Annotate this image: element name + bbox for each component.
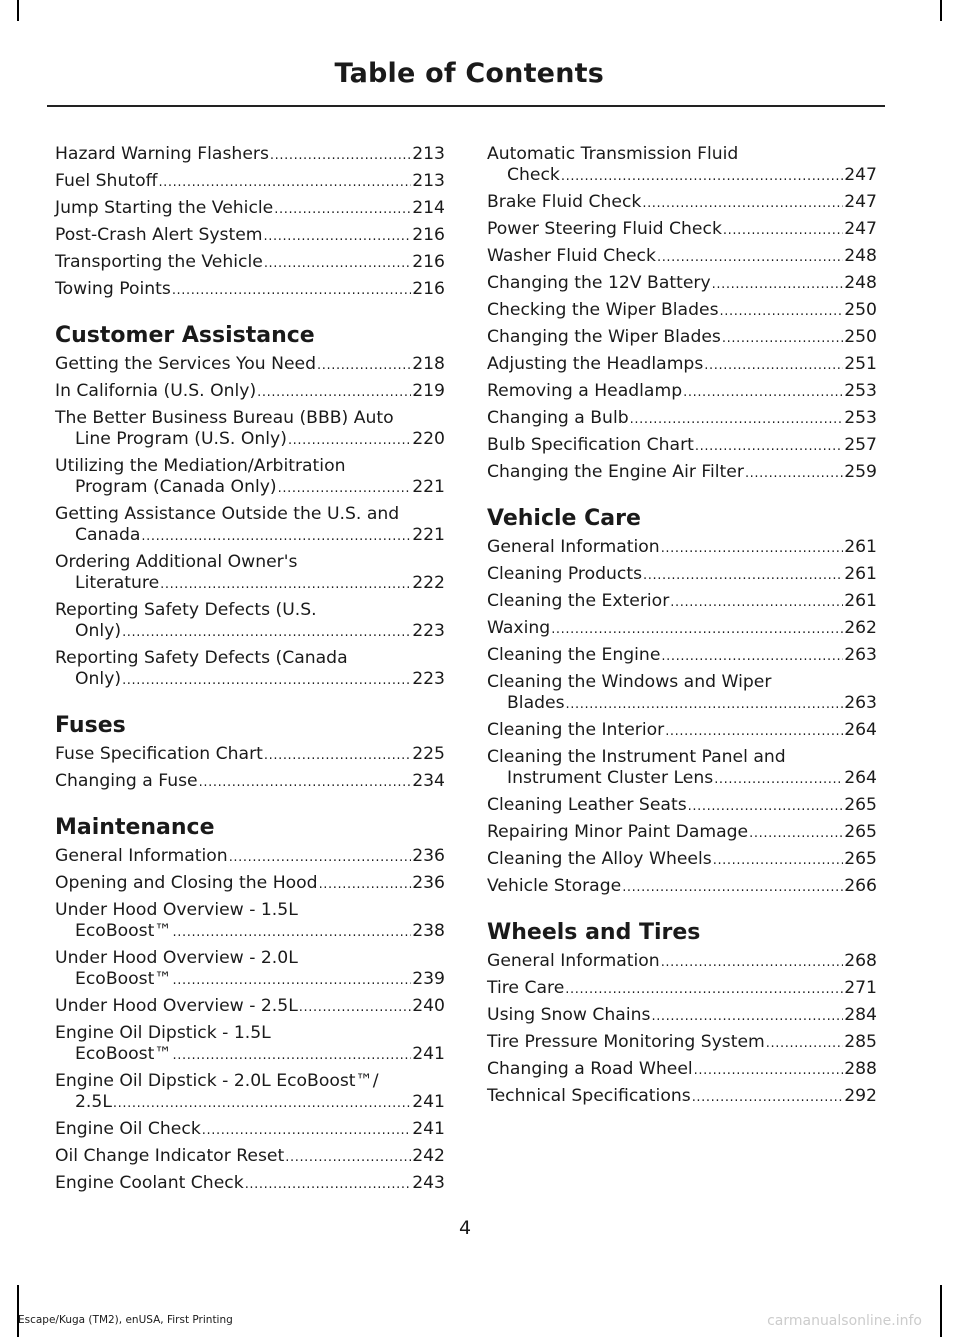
toc-entry[interactable]: [55, 198, 445, 220]
toc-entry-page: 265: [844, 822, 877, 842]
toc-entry-title: Ordering Additional Owner's: [55, 552, 298, 572]
toc-entry-page: 263: [844, 645, 877, 665]
toc-entry-title-cont: Instrument Cluster Lens: [507, 768, 714, 788]
crop-mark-bottom-left: [17, 1285, 19, 1337]
toc-entry-title: Removing a Headlamp: [487, 381, 683, 401]
toc-entry-title: Towing Points: [55, 279, 171, 299]
toc-entry-title: Tire Care: [487, 978, 565, 998]
leader-dots: [665, 720, 843, 742]
toc-entry[interactable]: [487, 951, 877, 973]
leader-dots: [642, 192, 843, 214]
toc-entry-title: Vehicle Storage: [487, 876, 622, 896]
leader-dots: [661, 645, 843, 667]
toc-entry-title-cont: Program (Canada Only): [75, 477, 277, 497]
toc-entry-page: 242: [412, 1146, 445, 1166]
leader-dots: [749, 822, 843, 844]
toc-entry-title-cont: Canada: [75, 525, 141, 545]
section-heading-vehicle-care: Vehicle Care: [487, 506, 641, 531]
toc-entry-page: 253: [844, 408, 877, 428]
toc-entry-title: Under Hood Overview - 2.5L: [55, 996, 298, 1016]
toc-entry[interactable]: [55, 1173, 445, 1195]
toc-entry-title: Changing the Engine Air Filter: [487, 462, 744, 482]
toc-section-top: [55, 144, 445, 301]
toc-entry[interactable]: [55, 1071, 445, 1114]
toc-entry-page: 236: [412, 846, 445, 866]
toc-entry-title: Cleaning the Alloy Wheels: [487, 849, 712, 869]
toc-entry-title: Changing a Road Wheel: [487, 1059, 693, 1079]
toc-entry-title: Tire Pressure Monitoring System: [487, 1032, 765, 1052]
toc-entry-page: 271: [844, 978, 877, 998]
leader-dots: [630, 408, 844, 430]
leader-dots: [257, 381, 411, 403]
toc-entry-title: Under Hood Overview - 1.5L: [55, 900, 298, 920]
toc-entry-title-cont: EcoBoost™: [75, 921, 172, 941]
toc-entry-page: 238: [412, 921, 445, 941]
toc-entry[interactable]: [55, 948, 445, 991]
toc-entry-title: The Better Business Bureau (BBB) Auto: [55, 408, 394, 428]
toc-entry[interactable]: [55, 225, 445, 247]
leader-dots: [270, 144, 411, 166]
toc-entry-title: Checking the Wiper Blades: [487, 300, 719, 320]
toc-entry[interactable]: [55, 504, 445, 547]
leader-dots: [278, 477, 412, 499]
toc-entry-page: 265: [844, 795, 877, 815]
leader-dots: [122, 621, 411, 643]
toc-entry[interactable]: [55, 1146, 445, 1168]
section-heading-maintenance: Maintenance: [55, 815, 215, 840]
toc-entry[interactable]: [487, 672, 877, 715]
toc-entry[interactable]: [487, 219, 877, 241]
toc-entry-title: Bulb Specification Chart: [487, 435, 694, 455]
watermark: carmanualsonline.info: [767, 1313, 922, 1329]
leader-dots: [688, 795, 844, 817]
toc-entry-page: 220: [412, 429, 445, 449]
toc-entry[interactable]: [487, 849, 877, 871]
crop-mark-top-left: [17, 0, 19, 21]
leader-dots: [704, 354, 843, 376]
toc-entry[interactable]: [55, 600, 445, 643]
toc-entry[interactable]: [487, 978, 877, 1000]
toc-entry-title: Cleaning Products: [487, 564, 643, 584]
toc-entry-title: Repairing Minor Paint Damage: [487, 822, 749, 842]
toc-entry-title-cont: 2.5L: [75, 1092, 112, 1112]
toc-entry-title: Reporting Safety Defects (U.S.: [55, 600, 317, 620]
toc-entry-page: 250: [844, 300, 877, 320]
toc-entry-page: 261: [844, 537, 877, 557]
toc-entry-page: 264: [844, 768, 877, 788]
toc-entry-page: 261: [844, 591, 877, 611]
toc-entry-title: Adjusting the Headlamps: [487, 354, 704, 374]
leader-dots: [229, 846, 411, 868]
leader-dots: [122, 669, 411, 691]
toc-entry-title: Engine Oil Dipstick - 2.0L EcoBoost™/: [55, 1071, 379, 1091]
toc-entry-page: 241: [412, 1092, 445, 1112]
toc-entry-title: Reporting Safety Defects (Canada: [55, 648, 348, 668]
toc-entry-page: 239: [412, 969, 445, 989]
toc-entry-title-cont: Line Program (U.S. Only): [75, 429, 287, 449]
toc-entry-title: Cleaning the Engine: [487, 645, 661, 665]
toc-entry-page: 292: [844, 1086, 877, 1106]
leader-dots: [288, 429, 411, 451]
toc-entry[interactable]: [55, 1023, 445, 1066]
leader-dots: [695, 435, 843, 457]
toc-entry-title: Utilizing the Mediation/Arbitration: [55, 456, 346, 476]
leader-dots: [299, 996, 411, 1018]
toc-entry[interactable]: [487, 381, 877, 403]
leader-dots: [202, 1119, 411, 1141]
toc-entry-title: Cleaning the Windows and Wiper: [487, 672, 772, 692]
leader-dots: [723, 219, 843, 241]
leader-dots: [722, 327, 843, 349]
toc-entry-page: 262: [844, 618, 877, 638]
leader-dots: [661, 951, 843, 973]
toc-entry-page: 241: [412, 1119, 445, 1139]
section-heading-customer-assistance: Customer Assistance: [55, 323, 315, 348]
toc-entry-title: General Information: [487, 537, 660, 557]
toc-entry[interactable]: [487, 1032, 877, 1054]
toc-entry-page: 250: [844, 327, 877, 347]
leader-dots: [264, 744, 411, 766]
page-number: 4: [458, 1217, 472, 1239]
toc-entry-title: Fuel Shutoff: [55, 171, 158, 191]
toc-entry-title: Fuse Specification Chart: [55, 744, 263, 764]
toc-entry[interactable]: [487, 300, 877, 322]
toc-entry-page: 285: [844, 1032, 877, 1052]
toc-section-fuses: [55, 744, 445, 793]
leader-dots: [551, 618, 843, 640]
toc-entry-page: 261: [844, 564, 877, 584]
toc-entry-page: 247: [844, 192, 877, 212]
toc-section-maintenance: [55, 846, 445, 1195]
toc-entry-page: 236: [412, 873, 445, 893]
toc-entry-title: Transporting the Vehicle: [55, 252, 263, 272]
toc-entry-page: 265: [844, 849, 877, 869]
leader-dots: [264, 225, 412, 247]
leader-dots: [173, 921, 412, 943]
toc-entry-page: 214: [412, 198, 445, 218]
leader-dots: [113, 1092, 411, 1114]
toc-entry[interactable]: [55, 144, 445, 166]
toc-entry[interactable]: [487, 144, 877, 187]
leader-dots: [670, 591, 843, 613]
leader-dots: [141, 525, 411, 547]
toc-entry-title: Jump Starting the Vehicle: [55, 198, 274, 218]
leader-dots: [692, 1086, 843, 1108]
toc-entry[interactable]: [55, 354, 445, 376]
toc-right-column: [487, 144, 877, 1113]
leader-dots: [245, 1173, 412, 1195]
toc-entry-title: Changing a Bulb: [487, 408, 629, 428]
toc-entry-page: 253: [844, 381, 877, 401]
leader-dots: [561, 165, 843, 187]
toc-entry[interactable]: [55, 1119, 445, 1141]
toc-entry-page: 259: [844, 462, 877, 482]
toc-entry-page: 218: [412, 354, 445, 374]
toc-entry-page: 263: [844, 693, 877, 713]
toc-entry[interactable]: [487, 795, 877, 817]
toc-entry-page: 248: [844, 246, 877, 266]
toc-entry[interactable]: [487, 645, 877, 667]
toc-entry-page: 221: [412, 525, 445, 545]
toc-entry-title: Changing the 12V Battery: [487, 273, 711, 293]
toc-entry-title-cont: Only): [75, 669, 122, 689]
toc-entry-title: Cleaning the Interior: [487, 720, 665, 740]
toc-entry[interactable]: [487, 435, 877, 457]
toc-entry-page: 234: [412, 771, 445, 791]
toc-entry[interactable]: [55, 996, 445, 1018]
toc-entry-title: Cleaning the Instrument Panel and: [487, 747, 786, 767]
toc-entry-title: Getting Assistance Outside the U.S. and: [55, 504, 400, 524]
toc-entry[interactable]: [55, 279, 445, 301]
toc-entry-title: Under Hood Overview - 2.0L: [55, 948, 298, 968]
leader-dots: [317, 354, 411, 376]
toc-entry[interactable]: [487, 876, 877, 898]
toc-entry-page: 257: [844, 435, 877, 455]
toc-entry-page: 266: [844, 876, 877, 896]
leader-dots: [714, 768, 843, 790]
toc-entry-title: Engine Oil Check: [55, 1119, 201, 1139]
leader-dots: [712, 273, 844, 295]
toc-entry[interactable]: [487, 822, 877, 844]
toc-left-column: [55, 144, 445, 1200]
toc-entry[interactable]: [487, 273, 877, 295]
toc-entry[interactable]: [55, 408, 445, 451]
toc-entry[interactable]: [487, 354, 877, 376]
toc-entry-page: 268: [844, 951, 877, 971]
toc-entry-title: Oil Change Indicator Reset: [55, 1146, 285, 1166]
toc-entry[interactable]: [55, 381, 445, 403]
toc-entry-page: 219: [412, 381, 445, 401]
leader-dots: [319, 873, 412, 895]
toc-entry[interactable]: [487, 462, 877, 484]
leader-dots: [160, 573, 411, 595]
leader-dots: [565, 978, 843, 1000]
toc-entry-title: Waxing: [487, 618, 551, 638]
toc-entry-title: Automatic Transmission Fluid: [487, 144, 739, 164]
toc-entry-page: 213: [412, 144, 445, 164]
toc-entry-page: 288: [844, 1059, 877, 1079]
leader-dots: [173, 969, 412, 991]
toc-entry[interactable]: [487, 408, 877, 430]
leader-dots: [622, 876, 843, 898]
toc-entry-title: Changing a Fuse: [55, 771, 198, 791]
toc-entry[interactable]: [487, 720, 877, 742]
leader-dots: [172, 279, 411, 301]
toc-entry-page: 264: [844, 720, 877, 740]
toc-entry-title-cont: Literature: [75, 573, 160, 593]
leader-dots: [651, 1005, 843, 1027]
toc-section-maintenance-cont: [487, 144, 877, 484]
leader-dots: [766, 1032, 843, 1054]
toc-entry-page: 248: [844, 273, 877, 293]
toc-entry-title: Washer Fluid Check: [487, 246, 656, 266]
toc-entry[interactable]: [487, 246, 877, 268]
leader-dots: [683, 381, 843, 403]
toc-entry-page: 216: [412, 252, 445, 272]
toc-entry[interactable]: [55, 648, 445, 691]
toc-entry-page: 216: [412, 225, 445, 245]
toc-entry-title: In California (U.S. Only): [55, 381, 257, 401]
crop-mark-top-right: [940, 0, 942, 21]
toc-entry-title: General Information: [55, 846, 228, 866]
leader-dots: [566, 693, 844, 715]
toc-entry[interactable]: [487, 1086, 877, 1108]
toc-entry-title: General Information: [487, 951, 660, 971]
toc-section-customer-assistance: [55, 354, 445, 691]
toc-entry-title: Using Snow Chains: [487, 1005, 651, 1025]
toc-entry-title-cont: Blades: [507, 693, 565, 713]
toc-entry-title-cont: EcoBoost™: [75, 1044, 172, 1064]
toc-entry-title-cont: EcoBoost™: [75, 969, 172, 989]
toc-entry[interactable]: [55, 171, 445, 193]
toc-entry-page: 243: [412, 1173, 445, 1193]
toc-entry-page: 225: [412, 744, 445, 764]
toc-entry[interactable]: [487, 1005, 877, 1027]
toc-entry[interactable]: [487, 618, 877, 640]
toc-entry[interactable]: [55, 873, 445, 895]
leader-dots: [643, 564, 843, 586]
toc-entry[interactable]: [55, 552, 445, 595]
toc-entry-title: Hazard Warning Flashers: [55, 144, 269, 164]
toc-entry[interactable]: [55, 744, 445, 766]
toc-entry-title-cont: Only): [75, 621, 122, 641]
toc-entry-page: 247: [844, 219, 877, 239]
toc-entry-page: 241: [412, 1044, 445, 1064]
leader-dots: [745, 462, 843, 484]
toc-entry[interactable]: [55, 900, 445, 943]
leader-dots: [285, 1146, 411, 1168]
toc-entry-title: Engine Oil Dipstick - 1.5L: [55, 1023, 271, 1043]
toc-section-wheels-and-tires: [487, 951, 877, 1108]
toc-entry-title: Changing the Wiper Blades: [487, 327, 721, 347]
toc-entry[interactable]: [487, 1059, 877, 1081]
toc-entry-page: 240: [412, 996, 445, 1016]
page-title: Table of Contents: [334, 58, 604, 89]
toc-entry-title: Cleaning the Exterior: [487, 591, 670, 611]
toc-entry-title: Getting the Services You Need: [55, 354, 317, 374]
crop-mark-bottom-right: [940, 1285, 942, 1337]
leader-dots: [173, 1044, 412, 1066]
toc-entry[interactable]: [487, 564, 877, 586]
toc-entry-title: Post-Crash Alert System: [55, 225, 263, 245]
toc-entry-page: 216: [412, 279, 445, 299]
leader-dots: [657, 246, 843, 268]
toc-entry-page: 213: [412, 171, 445, 191]
toc-entry[interactable]: [55, 252, 445, 274]
toc-entry[interactable]: [487, 192, 877, 214]
toc-entry-title: Engine Coolant Check: [55, 1173, 244, 1193]
toc-section-vehicle-care: [487, 537, 877, 898]
toc-entry-title: Cleaning Leather Seats: [487, 795, 687, 815]
toc-entry-page: 223: [412, 669, 445, 689]
leader-dots: [264, 252, 411, 274]
toc-entry-page: 284: [844, 1005, 877, 1025]
toc-entry-page: 247: [844, 165, 877, 185]
leader-dots: [274, 198, 411, 220]
toc-entry[interactable]: [487, 327, 877, 349]
header-divider: [47, 105, 885, 107]
toc-entry-page: 221: [412, 477, 445, 497]
toc-entry-title: Power Steering Fluid Check: [487, 219, 722, 239]
toc-entry[interactable]: [55, 771, 445, 793]
toc-entry[interactable]: [55, 846, 445, 868]
toc-entry-page: 223: [412, 621, 445, 641]
leader-dots: [158, 171, 411, 193]
leader-dots: [713, 849, 843, 871]
toc-entry-title-cont: Check: [507, 165, 560, 185]
toc-entry[interactable]: [487, 537, 877, 559]
section-heading-fuses: Fuses: [55, 713, 126, 738]
toc-entry[interactable]: [487, 591, 877, 613]
toc-entry-title: Opening and Closing the Hood: [55, 873, 318, 893]
leader-dots: [661, 537, 843, 559]
toc-entry[interactable]: [55, 456, 445, 499]
toc-entry-page: 251: [844, 354, 877, 374]
leader-dots: [199, 771, 412, 793]
section-heading-wheels-and-tires: Wheels and Tires: [487, 920, 701, 945]
toc-entry-page: 222: [412, 573, 445, 593]
toc-entry-title: Technical Specifications: [487, 1086, 691, 1106]
leader-dots: [720, 300, 844, 322]
leader-dots: [694, 1059, 844, 1081]
toc-entry[interactable]: [487, 747, 877, 790]
toc-entry-title: Brake Fluid Check: [487, 192, 642, 212]
edition-note: Escape/Kuga (TM2), enUSA, First Printing: [18, 1314, 233, 1326]
